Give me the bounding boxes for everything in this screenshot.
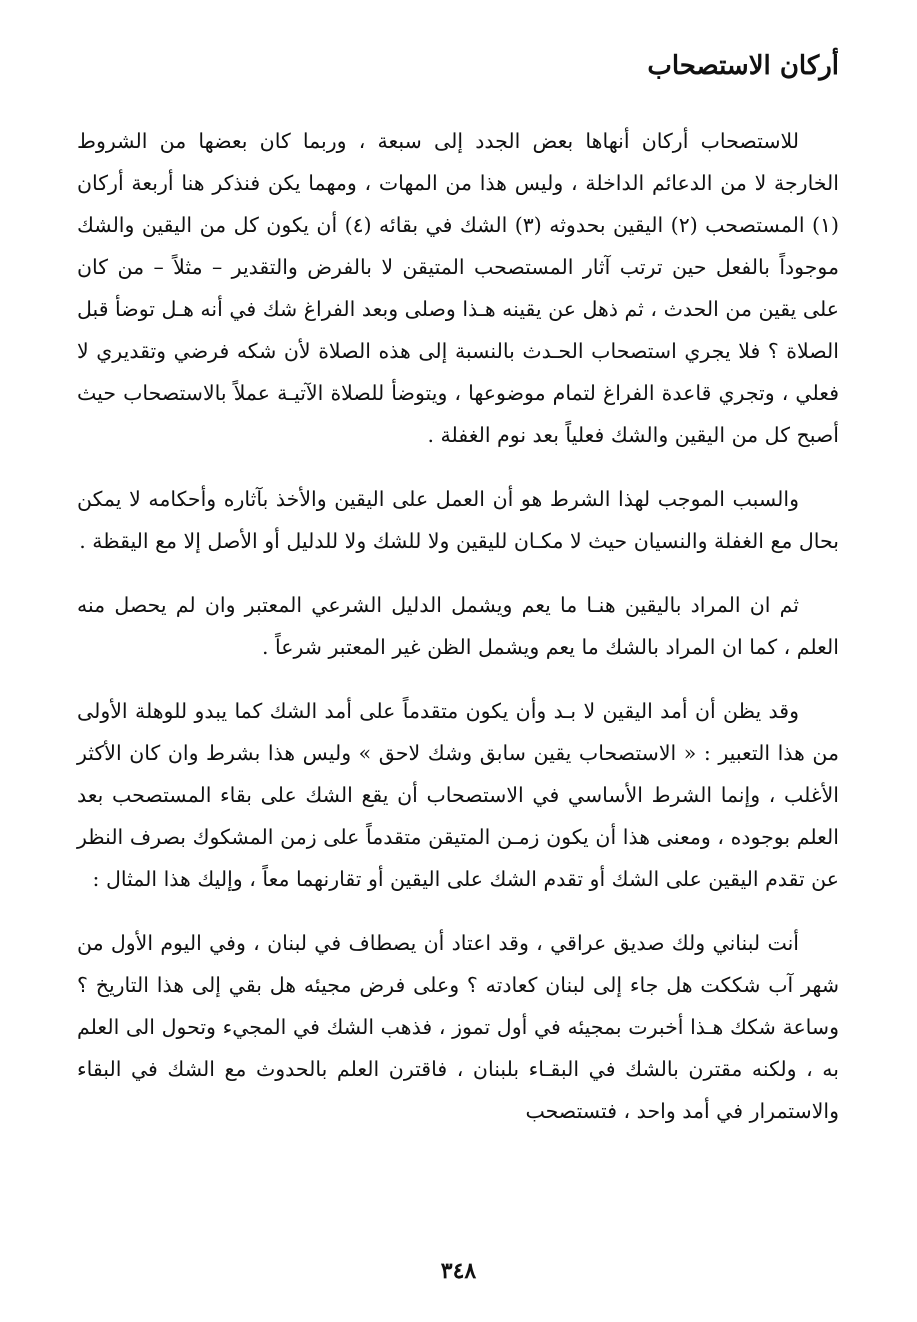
paragraph-2: والسبب الموجب لهذا الشرط هو أن العمل على اليقين والأخذ بآثاره وأحكامه لا يمكن بحال مع الغفلة والنسيان حيث لا مكـان لليقين ولا للشك ولا للدليل أو الأصل إلا مع اليقظة . [77,487,839,553]
paragraph-5: أنت لبناني ولك صديق عراقي ، وقد اعتاد أن يصطاف في لبنان ، وفي اليوم الأول من شهر آب شككت هل جاء إلى لبنان كعادته ؟ وعلى فرض مجيئه هل بقي إلى هذا التاريخ ؟ وساعة شكك هـذا أخبرت بمجيئه في أول تموز ، فذهب الشك في المجيء وتحول الى العلم به ، ولكنه مقترن بالشك في البقـاء بلبنان ، فاقترن العلم بالحدوث مع الشك في البقاء والاستمرار في أمد واحد ، فتستصحب [77,931,839,1123]
paragraph-3: ثم ان المراد باليقين هنـا ما يعم ويشمل الدليل الشرعي المعتبر وان لم يحصل منه العلم ، كما ان المراد بالشك ما يعم ويشمل الظن غير المعتبر شرعاً . [77,593,839,659]
paragraph-1: للاستصحاب أركان أنهاها بعض الجدد إلى سبعة ، وربما كان بعضها من الشروط الخارجة لا من الدعائم الداخلة ، وليس هذا من المهات ، ومهما يكن فنذكر هنا أربعة أركان (١) المستصحب (٢) اليقين بحدوثه (٣) الشك في بقائه (٤) أن يكون كل من اليقين والشك موجوداً بالفعل حين ترتب آثار المستصحب المتيقن لا بالفرض والتقدير – مثلاً – من كان على يقين من الحدث ، ثم ذهل عن يقينه هـذا وصلى وبعد الفراغ شك في أنه هـل توضأ قبل الصلاة ؟ فلا يجري استصحاب الحـدث بالنسبة إلى هذه الصلاة لأن شكه فرضي وتقديري لا فعلي ، وتجري قاعدة الفراغ لتمام موضوعها ، ويتوضأ للصلاة الآتيـة عملاً بالاستصحاب حيث أصبح كل من اليقين والشك فعلياً بعد نوم الغفلة . [77,129,839,447]
page-number: ٣٤٨ [440,1258,477,1284]
page-body [77,120,839,1154]
paragraph-4: وقد يظن أن أمد اليقين لا بـد وأن يكون متقدماً على أمد الشك كما يبدو للوهلة الأولى من هذا التعبير : « الاستصحاب يقين سابق وشك لاحق » وليس هذا بشرط وان كان الأكثر الأغلب ، وإنما الشرط الأساسي في الاستصحاب أن يقع الشك على بقاء المستصحب بعد العلم بوجوده ، ومعنى هذا أن يكون زمـن المتيقن متقدماً على زمن المشكوك بصرف النظر عن تقدم اليقين على الشك أو تقدم الشك على اليقين أو تقارنهما معاً ، وإليك هذا المثال : [77,699,839,891]
running-header-title: أركان الاستصحاب [647,51,839,81]
